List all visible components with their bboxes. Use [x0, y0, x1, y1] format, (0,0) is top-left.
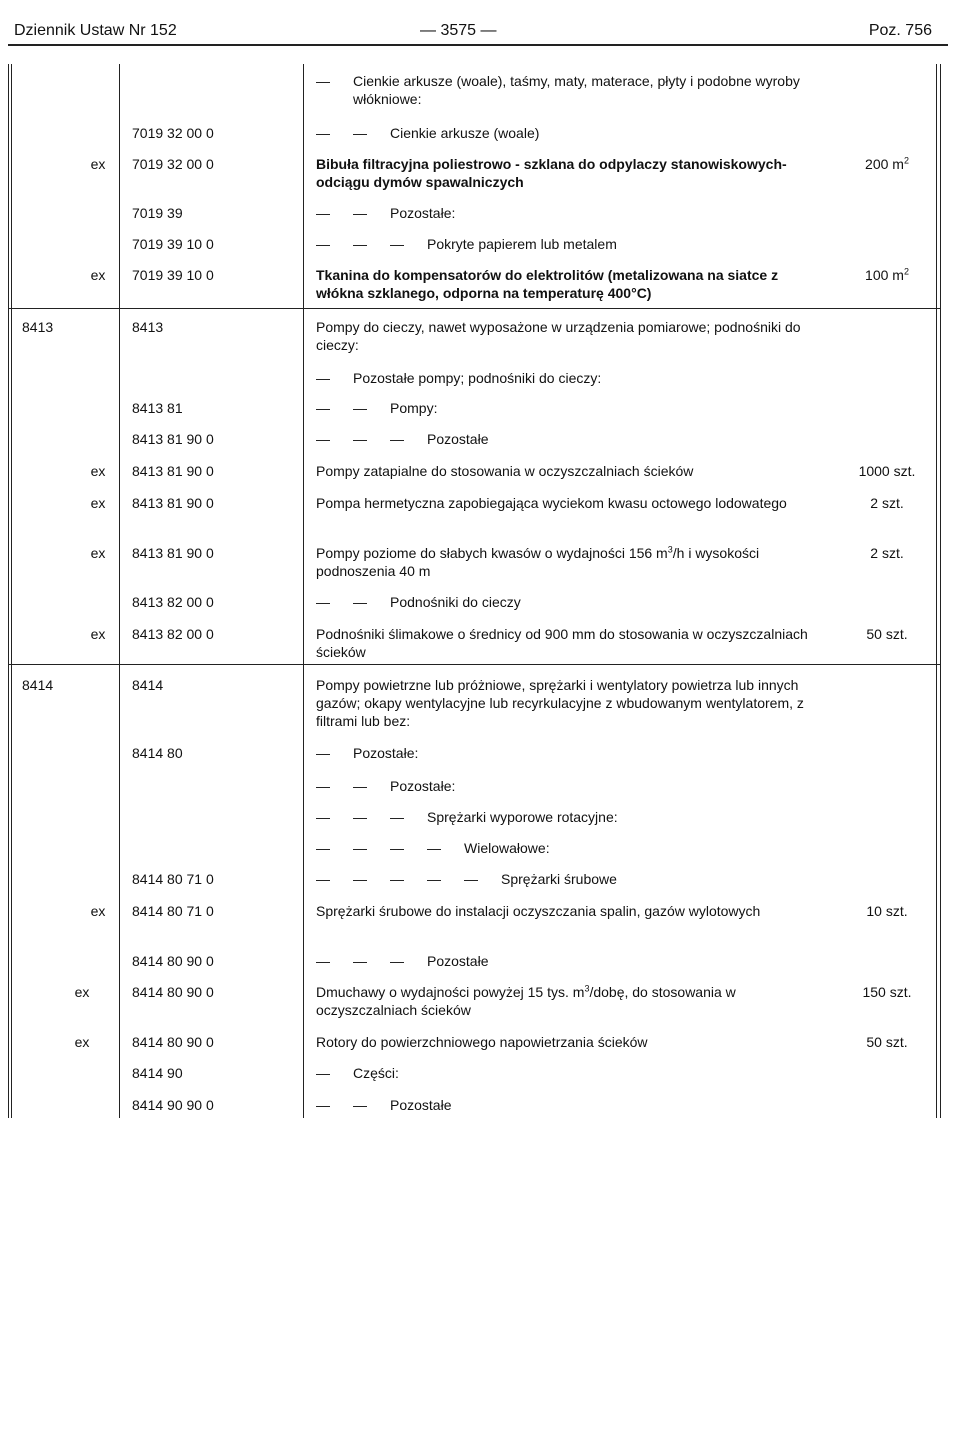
indent-dash: — — [316, 73, 330, 89]
cn-code-cell: 8414 80 71 0 — [132, 903, 214, 919]
ex-marker-cell: ex — [90, 267, 106, 283]
heading-number-cell: 8414 — [22, 677, 54, 693]
table-border-left-outer — [8, 64, 9, 1118]
description-cell — [316, 1096, 826, 1114]
description-text: Sprężarki śrubowe — [501, 871, 617, 887]
cn-code-cell: 8414 80 — [132, 745, 183, 761]
cn-code-cell: 8413 81 90 0 — [132, 545, 214, 561]
cn-code-cell: 8413 82 00 0 — [132, 594, 214, 610]
description-text: Części: — [353, 1065, 399, 1081]
description-text: Sprężarki śrubowe do instalacji oczyszczania spalin, gazów wylotowych — [316, 903, 761, 919]
ex-marker-cell: ex — [90, 626, 106, 642]
ex-marker-cell: ex — [90, 903, 106, 919]
indent-dash: — — [353, 953, 367, 969]
description-cell — [316, 676, 826, 730]
description-text: Pozostałe — [427, 431, 489, 447]
description-cell — [316, 544, 826, 580]
quota-cell: 2 szt. — [870, 495, 904, 511]
cn-code-cell: 8414 80 90 0 — [132, 984, 214, 1000]
indent-dash: — — [316, 236, 330, 252]
description-cell — [316, 494, 826, 512]
cn-code-cell: 8413 81 90 0 — [132, 495, 214, 511]
description-text: Pozostałe: — [390, 778, 456, 794]
description-cell — [316, 744, 826, 762]
indent-dash: — — [353, 840, 367, 856]
description-cell — [316, 72, 826, 108]
cn-code-cell: 8413 81 — [132, 400, 183, 416]
heading-number-cell: 8413 — [22, 319, 54, 335]
description-cell — [316, 952, 826, 970]
description-cell — [316, 462, 826, 480]
description-text: Pompy do cieczy, nawet wyposażone w urządzenia pomiarowe; podnośniki do cieczy: — [316, 319, 801, 353]
indent-dash: — — [316, 125, 330, 141]
section-divider-8413 — [8, 308, 940, 309]
indent-dash: — — [316, 953, 330, 969]
cn-code-cell: 8413 81 90 0 — [132, 431, 214, 447]
quota-cell: 150 szt. — [862, 984, 912, 1000]
journal-title: Dziennik Ustaw Nr 152 — [14, 22, 177, 39]
description-text: Bibuła filtracyjna poliestrowo - szklana do odpylaczy stanowiskowych-odciągu dymów spawalniczych — [316, 156, 787, 190]
description-text: Sprężarki wyporowe rotacyjne: — [427, 809, 618, 825]
description-cell — [316, 777, 826, 795]
indent-dash: — — [353, 778, 367, 794]
indent-dash: — — [316, 370, 330, 386]
cn-code-cell: 8414 90 90 0 — [132, 1097, 214, 1113]
description-text: Pozostałe — [427, 953, 489, 969]
quota-cell: 100 $m^2$ — [865, 266, 909, 283]
ex-marker-cell: ex — [74, 1034, 90, 1050]
cn-code-cell: 8413 81 90 0 — [132, 463, 214, 479]
indent-dash: — — [316, 778, 330, 794]
description-cell — [316, 155, 826, 191]
indent-dash: — — [390, 236, 404, 252]
description-text: Cienkie arkusze (woale), taśmy, maty, materace, płyty i podobne wyroby włókniowe: — [353, 73, 800, 107]
cn-code-cell: 8414 90 — [132, 1065, 183, 1081]
indent-dash: — — [316, 871, 330, 887]
cn-code-cell: 7019 32 00 0 — [132, 125, 214, 141]
cn-code-cell: 7019 39 10 0 — [132, 236, 214, 252]
indent-dash: — — [427, 871, 441, 887]
description-cell — [316, 430, 826, 448]
indent-dash: — — [464, 871, 478, 887]
indent-dash: — — [427, 840, 441, 856]
position-label: Poz. 756 — [868, 22, 932, 39]
section-divider-8414 — [8, 664, 940, 665]
indent-dash: — — [353, 205, 367, 221]
description-text: Rotory do powierzchniowego napowietrzania ścieków — [316, 1034, 648, 1050]
quota-cell: 1000 szt. — [858, 463, 916, 479]
table-border-left-inner — [11, 64, 12, 1118]
quota-cell: 2 szt. — [870, 545, 904, 561]
description-cell — [316, 124, 826, 142]
indent-dash: — — [353, 594, 367, 610]
description-cell — [316, 266, 826, 302]
description-text: Pokryte papierem lub metalem — [427, 236, 617, 252]
description-text: Dmuchawy o wydajności powyżej 15 tys. $m^3$/dobę, do stosowania w oczyszczalniach ścieków — [316, 983, 736, 1018]
cn-code-cell: 8413 — [132, 319, 164, 335]
page-number: — 3575 — — [420, 22, 497, 39]
cn-code-cell: 8414 80 90 0 — [132, 1034, 214, 1050]
table-border-right-inner — [936, 64, 937, 1118]
description-cell — [316, 808, 826, 826]
description-text: Pompa hermetyczna zapobiegająca wyciekom kwasu octowego lodowatego — [316, 495, 787, 511]
description-cell — [316, 399, 826, 417]
indent-dash: — — [316, 594, 330, 610]
indent-dash: — — [316, 400, 330, 416]
quota-cell: 10 szt. — [866, 903, 908, 919]
header-rule — [8, 44, 948, 46]
indent-dash: — — [353, 1097, 367, 1113]
description-text: Podnośniki ślimakowe o średnicy od 900 mm do stosowania w oczyszczalniach ścieków — [316, 626, 808, 660]
indent-dash: — — [353, 400, 367, 416]
indent-dash: — — [390, 840, 404, 856]
description-cell — [316, 369, 826, 387]
table-border-right-outer — [940, 64, 941, 1118]
cn-code-cell: 8414 80 90 0 — [132, 953, 214, 969]
description-text: Pompy powietrzne lub próżniowe, sprężarki i wentylatory powietrza lub innych gazów; okapy wentylacyjne lub recyrkulacyjne z wbudowanym wentylatorem, z filtrami lub bez: — [316, 677, 804, 729]
description-cell — [316, 625, 826, 661]
column-divider-code — [119, 64, 120, 1118]
indent-dash: — — [390, 431, 404, 447]
cn-code-cell: 7019 39 — [132, 205, 183, 221]
description-text: Pozostałe pompy; podnośniki do cieczy: — [353, 370, 602, 386]
ex-marker-cell: ex — [90, 156, 106, 172]
description-text: Pozostałe: — [353, 745, 419, 761]
indent-dash: — — [353, 125, 367, 141]
indent-dash: — — [353, 431, 367, 447]
indent-dash: — — [316, 1097, 330, 1113]
description-cell — [316, 318, 826, 354]
indent-dash: — — [353, 236, 367, 252]
description-cell — [316, 870, 826, 888]
description-text: Tkanina do kompensatorów do elektrolitów (metalizowana na siatce z włókna szklanego, odporna na temperaturę 400°C) — [316, 267, 779, 301]
description-text: Pozostałe — [390, 1097, 452, 1113]
indent-dash: — — [390, 953, 404, 969]
indent-dash: — — [316, 205, 330, 221]
ex-marker-cell: ex — [90, 495, 106, 511]
description-cell — [316, 1033, 826, 1051]
description-text: Pompy: — [390, 400, 438, 416]
description-cell — [316, 902, 826, 920]
indent-dash: — — [353, 809, 367, 825]
quota-cell: 200 $m^2$ — [865, 155, 909, 172]
description-text: Pozostałe: — [390, 205, 456, 221]
cn-code-cell: 7019 39 10 0 — [132, 267, 214, 283]
description-cell — [316, 204, 826, 222]
indent-dash: — — [353, 871, 367, 887]
column-divider-description — [303, 64, 304, 1118]
description-text: Podnośniki do cieczy — [390, 594, 521, 610]
cn-code-cell: 8414 — [132, 677, 164, 693]
indent-dash: — — [316, 745, 330, 761]
description-cell — [316, 839, 826, 857]
ex-marker-cell: ex — [74, 984, 90, 1000]
cn-code-cell: 8413 82 00 0 — [132, 626, 214, 642]
description-text: Pompy poziome do słabych kwasów o wydajności 156 $m^3/h$ i wysokości podnoszenia 40 m — [316, 544, 760, 579]
description-text: Pompy zatapialne do stosowania w oczyszczalniach ścieków — [316, 463, 694, 479]
description-cell — [316, 983, 826, 1019]
description-text: Wielowałowe: — [464, 840, 550, 856]
cn-code-cell: 8414 80 71 0 — [132, 871, 214, 887]
indent-dash: — — [316, 431, 330, 447]
ex-marker-cell: ex — [90, 463, 106, 479]
indent-dash: — — [390, 809, 404, 825]
description-cell — [316, 593, 826, 611]
description-cell — [316, 235, 826, 253]
cn-code-cell: 7019 32 00 0 — [132, 156, 214, 172]
indent-dash: — — [316, 809, 330, 825]
indent-dash: — — [390, 871, 404, 887]
indent-dash: — — [316, 840, 330, 856]
description-cell — [316, 1064, 826, 1082]
quota-cell: 50 szt. — [866, 626, 908, 642]
indent-dash: — — [316, 1065, 330, 1081]
quota-cell: 50 szt. — [866, 1034, 908, 1050]
description-text: Cienkie arkusze (woale) — [390, 125, 540, 141]
ex-marker-cell: ex — [90, 545, 106, 561]
